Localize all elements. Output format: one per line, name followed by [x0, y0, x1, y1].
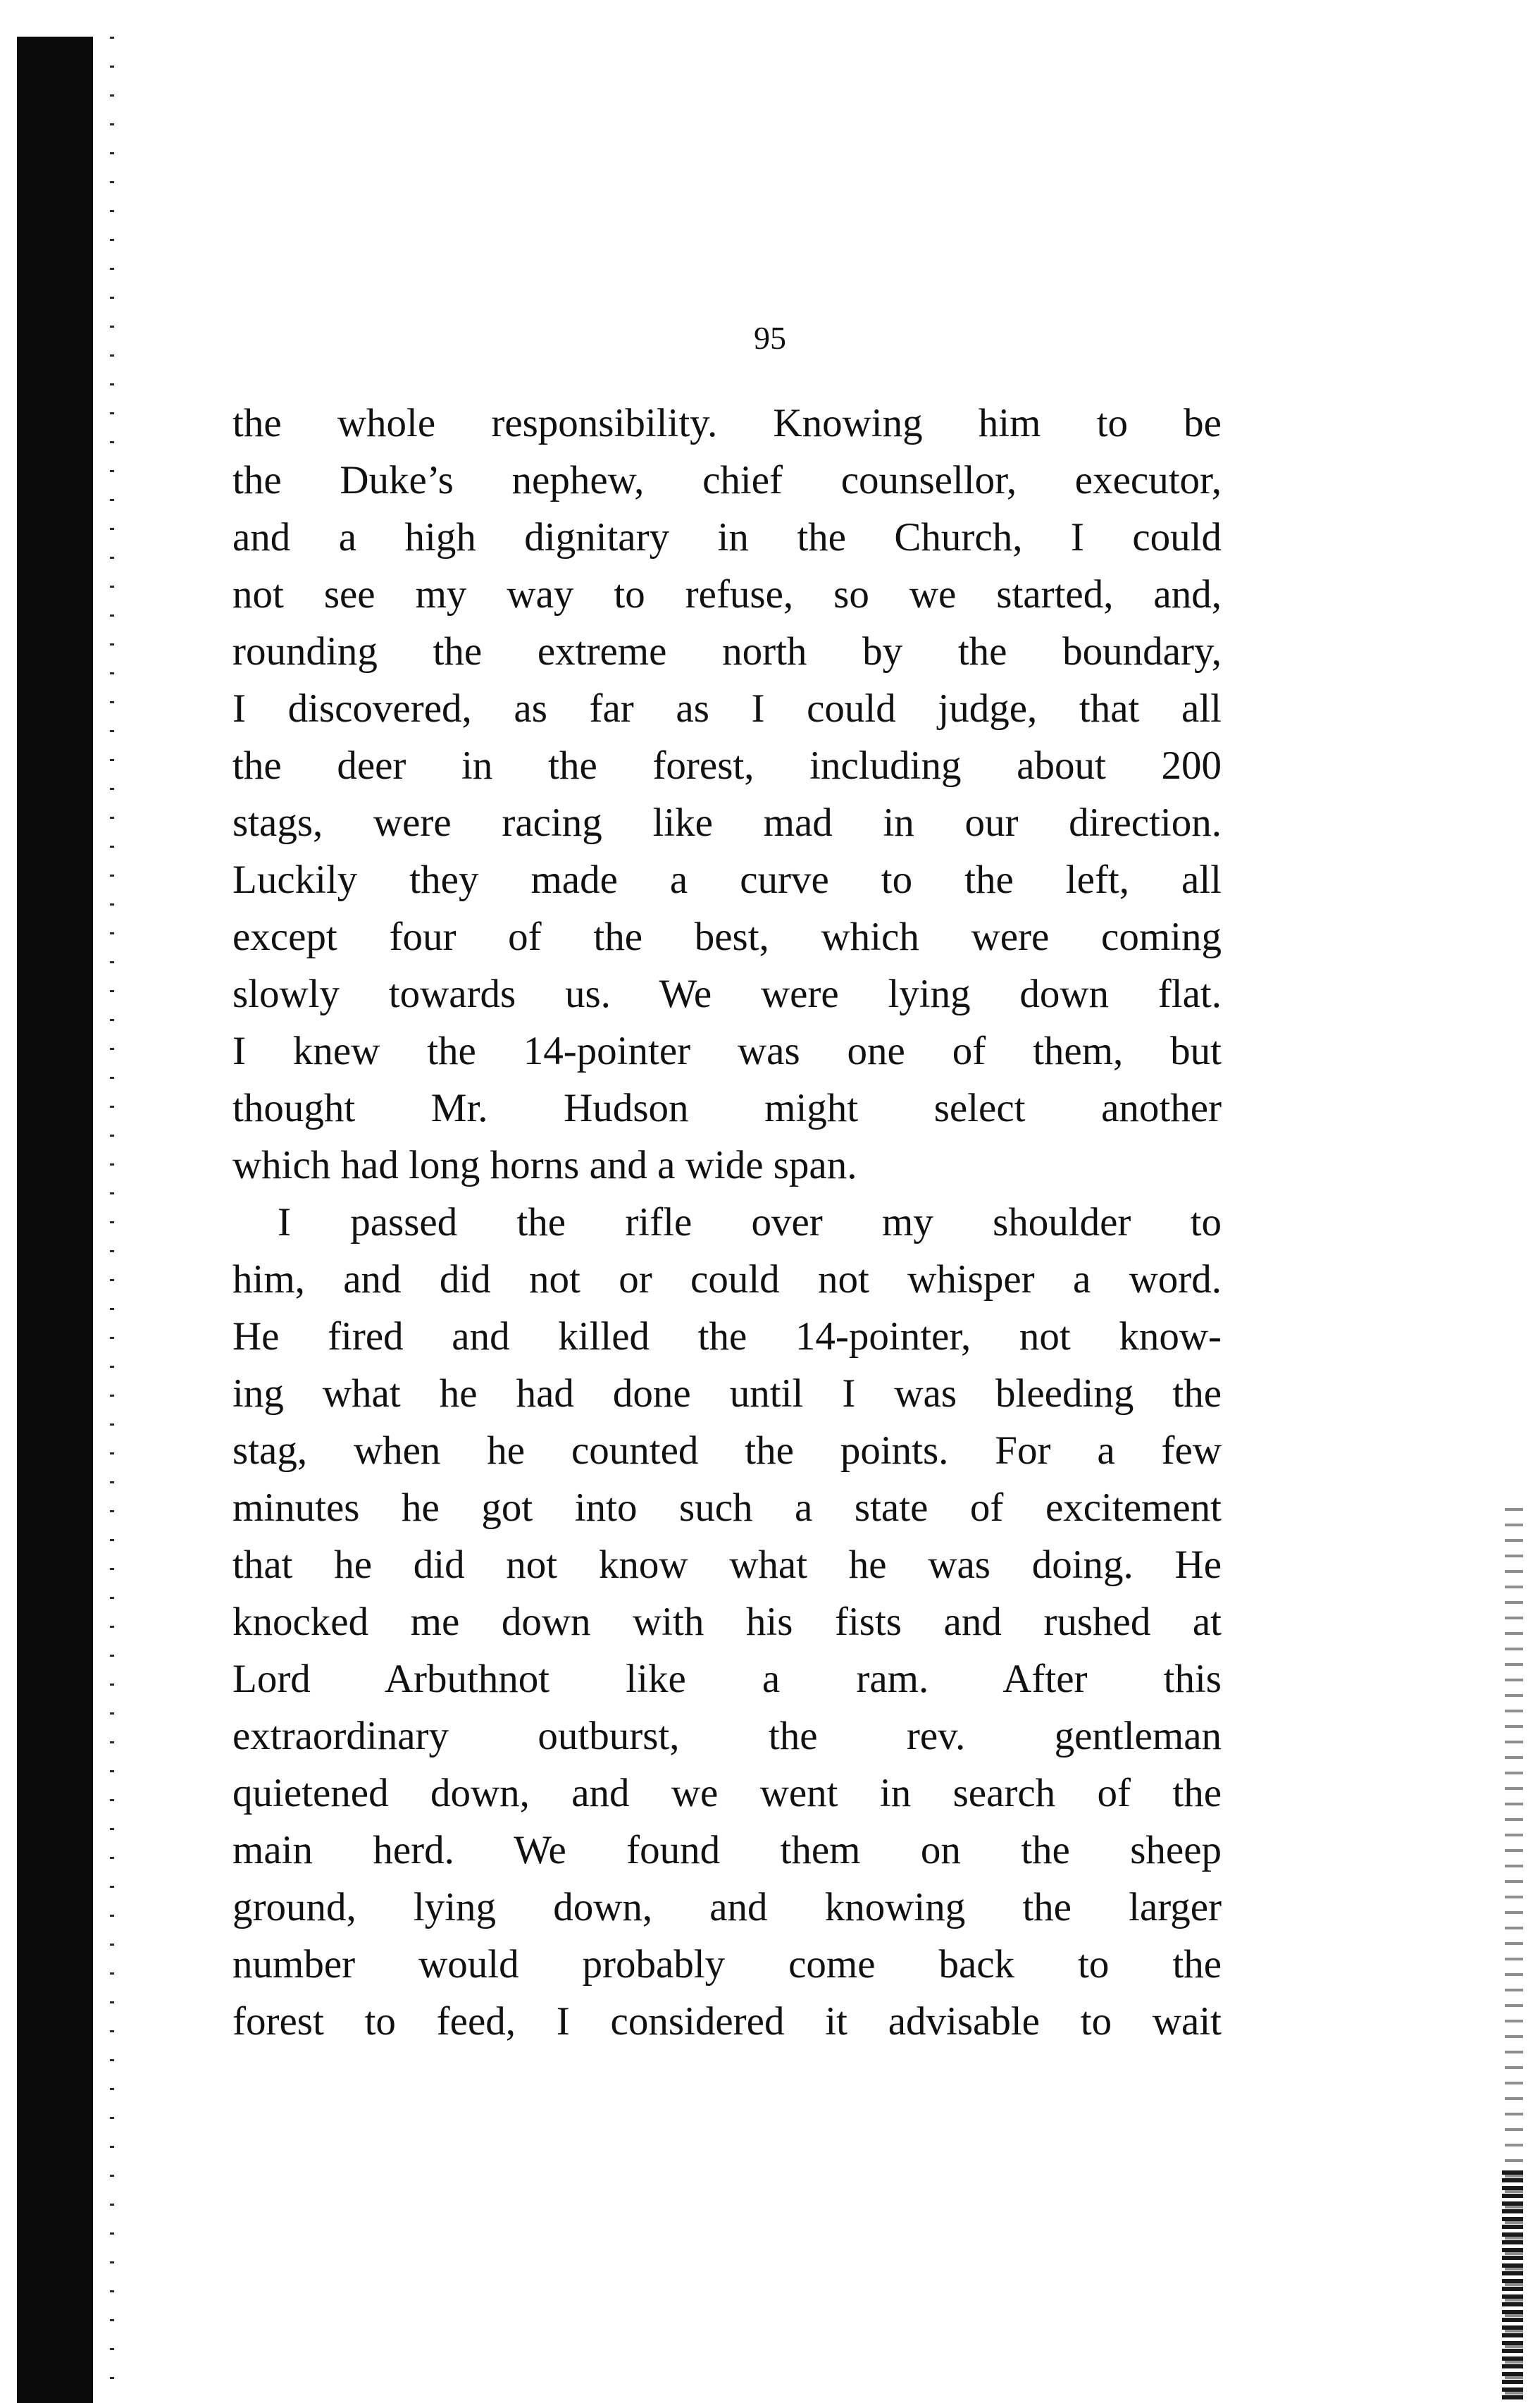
text-line: He fired and killed the 14-pointer, not know-	[232, 1314, 1222, 1359]
text-line: that he did not know what he was doing. He	[232, 1543, 1222, 1587]
scan-binding-edge	[17, 37, 93, 2403]
text-line: the whole responsibility. Knowing him to be	[232, 401, 1222, 445]
text-line: number would probably come back to the	[232, 1942, 1222, 1987]
text-line: ground, lying down, and knowing the larger	[232, 1885, 1222, 1929]
text-line: extraordinary outburst, the rev. gentleman	[232, 1714, 1222, 1758]
page-number: 95	[754, 320, 786, 356]
text-line: slowly towards us. We were lying down flat.	[232, 972, 1222, 1016]
text-line: stag, when he counted the points. For a few	[232, 1428, 1222, 1473]
scan-binding-texture	[110, 37, 114, 2403]
text-line: thought Mr. Hudson might select another	[232, 1086, 1222, 1130]
text-line: forest to feed, I considered it advisable to wait	[232, 1999, 1222, 2044]
text-line: I knew the 14-pointer was one of them, but	[232, 1029, 1222, 1073]
scan-page-edge-lower	[1502, 2170, 1523, 2403]
text-line: the Duke’s nephew, chief counsellor, executor,	[232, 458, 1222, 502]
text-line: I discovered, as far as I could judge, that all	[232, 686, 1222, 731]
text-line: not see my way to refuse, so we started, and,	[232, 572, 1222, 617]
text-line: minutes he got into such a state of excitement	[232, 1485, 1222, 1530]
text-line: Luckily they made a curve to the left, all	[232, 858, 1222, 902]
text-line: the deer in the forest, including about 200	[232, 743, 1222, 788]
text-line: main herd. We found them on the sheep	[232, 1828, 1222, 1872]
text-line: stags, were racing like mad in our direction.	[232, 801, 1222, 845]
text-line: and a high dignitary in the Church, I could	[232, 515, 1222, 560]
paragraph-last-line: which had long horns and a wide span.	[232, 1143, 857, 1187]
body-text	[232, 395, 1222, 2050]
text-line: ing what he had done until I was bleeding the	[232, 1371, 1222, 1416]
text-line: rounding the extreme north by the boundary,	[232, 629, 1222, 674]
text-line: quietened down, and we went in search of the	[232, 1771, 1222, 1815]
text-line: Lord Arbuthnot like a ram. After this	[232, 1657, 1222, 1701]
text-line: except four of the best, which were coming	[232, 915, 1222, 959]
paragraph-first-line: I passed the rifle over my shoulder to	[278, 1200, 1222, 1244]
text-line: knocked me down with his fists and rushed at	[232, 1600, 1222, 1644]
text-line: him, and did not or could not whisper a word.	[232, 1257, 1222, 1302]
